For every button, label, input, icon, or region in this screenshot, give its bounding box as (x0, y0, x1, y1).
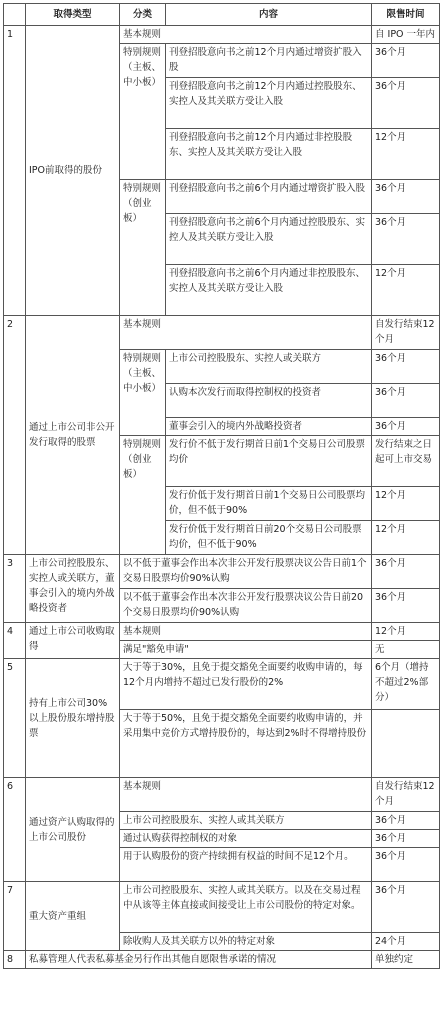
content-cell: 刊登招股意向书之前6个月内通过非控股股东、实控人及其关联方受让入股 (166, 265, 372, 316)
header-content: 内容 (166, 4, 372, 26)
table-row (4, 316, 440, 350)
lockup-time: 12个月 (372, 487, 440, 521)
lockup-time: 自发行结束12个月 (372, 778, 440, 812)
acquisition-type: 通过上市公司非公开发行取得的股票 (26, 316, 120, 555)
content-cell: 满足"豁免申请" (120, 641, 372, 659)
content-cell: 刊登招股意向书之前12个月内通过增资扩股入股 (166, 44, 372, 78)
table-row (4, 882, 440, 933)
content-cell: 除收购人及其关联方以外的特定对象 (120, 933, 372, 951)
content-cell: 发行价低于发行期首日前20个交易日公司股票均价，但不低于90% (166, 521, 372, 555)
content-cell: 刊登招股意向书之前12个月内通过非控股股东、实控人及其关联方受让入股 (166, 129, 372, 180)
section-number: 7 (4, 882, 26, 951)
lockup-time: 36个月 (372, 384, 440, 418)
content-cell: 发行价不低于发行期首日前1个交易日公司股票均价 (166, 436, 372, 487)
content-cell: 董事会引入的境内外战略投资者 (166, 418, 372, 436)
lockup-time: 36个月 (372, 848, 440, 882)
content-cell: 上市公司控股股东、实控人或关联方 (166, 350, 372, 384)
lockup-time: 24个月 (372, 933, 440, 951)
section-number: 5 (4, 659, 26, 778)
table-row (4, 623, 440, 641)
content-cell: 大于等于30%，且免于提交豁免全面要约收购申请的，每12个月内增持不超过已发行股份的2% (120, 659, 372, 710)
lockup-time: 36个月 (372, 78, 440, 129)
category-cell: 特别规则（主板、中小板） (120, 350, 166, 436)
content-cell: 基本规则 (120, 623, 372, 641)
basic-rule-label: 基本规则 (120, 316, 372, 350)
table-row (4, 659, 440, 710)
content-cell: 用于认购股份的资产持续拥有权益的时间不足12个月。 (120, 848, 372, 882)
acquisition-type: 上市公司控股股东、实控人或关联方，董事会引入的境内外战略投资者 (26, 555, 120, 623)
category-cell: 特别规则（主板、中小板） (120, 44, 166, 180)
table-row (4, 951, 440, 969)
lockup-time (372, 710, 440, 778)
content-cell: 以不低于董事会作出本次非公开发行股票决议公告日前1个交易日股票均价90%认购 (120, 555, 372, 589)
header-type: 取得类型 (26, 4, 120, 26)
lockup-time: 12个月 (372, 623, 440, 641)
acquisition-type: IPO前取得的股份 (26, 26, 120, 316)
content-cell: 大于等于50%，且免于提交豁免全面要约收购申请的，并采用集中竞价方式增持股份的，每达到2%时不得增持股份 (120, 710, 372, 778)
content-cell: 刊登招股意向书之前12个月内通过控股股东、实控人及其关联方受让入股 (166, 78, 372, 129)
basic-rule-label: 基本规则 (120, 26, 372, 44)
lockup-time: 36个月 (372, 882, 440, 933)
lockup-time: 36个月 (372, 589, 440, 623)
lockup-time: 36个月 (372, 830, 440, 848)
category-cell: 特别规则（创业板） (120, 436, 166, 555)
lockup-time: 12个月 (372, 129, 440, 180)
category-cell: 特别规则（创业板） (120, 180, 166, 316)
header-time: 限售时间 (372, 4, 440, 26)
content-cell: 私募管理人代表私募基金另行作出其他自愿限售承诺的情况 (26, 951, 372, 969)
section-number: 1 (4, 26, 26, 316)
content-cell: 认购本次发行而取得控制权的投资者 (166, 384, 372, 418)
section-number: 3 (4, 555, 26, 623)
lockup-time: 36个月 (372, 350, 440, 384)
content-cell: 发行价低于发行期首日前1个交易日公司股票均价，但不低于90% (166, 487, 372, 521)
acquisition-type: 持有上市公司30%以上股份股东增持股票 (26, 659, 120, 778)
lockup-time: 自 IPO 一年内 (372, 26, 440, 44)
section-number: 4 (4, 623, 26, 659)
acquisition-type: 通过资产认购取得的上市公司股份 (26, 778, 120, 882)
content-cell: 以不低于董事会作出本次非公开发行股票决议公告日前20个交易日股票均价90%认购 (120, 589, 372, 623)
section-number: 2 (4, 316, 26, 555)
lockup-time: 12个月 (372, 521, 440, 555)
content-cell: 刊登招股意向书之前6个月内通过增资扩股入股 (166, 180, 372, 214)
header-blank (4, 4, 26, 26)
table-row (4, 555, 440, 589)
acquisition-type: 通过上市公司收购取得 (26, 623, 120, 659)
lockup-rules-table (3, 3, 440, 969)
basic-rule-label: 基本规则 (120, 778, 372, 812)
lockup-time: 6个月（增持不超过2%部分） (372, 659, 440, 710)
lockup-time: 发行结束之日起可上市交易 (372, 436, 440, 487)
table-row (4, 778, 440, 812)
lockup-time: 36个月 (372, 418, 440, 436)
content-cell: 刊登招股意向书之前6个月内通过控股股东、实控人及其关联方受让入股 (166, 214, 372, 265)
section-number: 6 (4, 778, 26, 882)
lockup-time: 单独约定 (372, 951, 440, 969)
content-cell: 上市公司控股股东、实控人或其关联方 (120, 812, 372, 830)
lockup-time: 36个月 (372, 555, 440, 589)
lockup-time: 36个月 (372, 180, 440, 214)
header-category: 分类 (120, 4, 166, 26)
header-row (4, 4, 440, 26)
section-number: 8 (4, 951, 26, 969)
acquisition-type: 重大资产重组 (26, 882, 120, 951)
lockup-time: 36个月 (372, 812, 440, 830)
table-row (4, 26, 440, 44)
lockup-time: 36个月 (372, 44, 440, 78)
lockup-time: 自发行结束12个月 (372, 316, 440, 350)
lockup-time: 无 (372, 641, 440, 659)
lockup-time: 12个月 (372, 265, 440, 316)
content-cell: 上市公司控股股东、实控人或其关联方。以及在交易过程中从该等主体直接或间接受让上市公司股份的特定对象。 (120, 882, 372, 933)
lockup-time: 36个月 (372, 214, 440, 265)
content-cell: 通过认购获得控制权的对象 (120, 830, 372, 848)
